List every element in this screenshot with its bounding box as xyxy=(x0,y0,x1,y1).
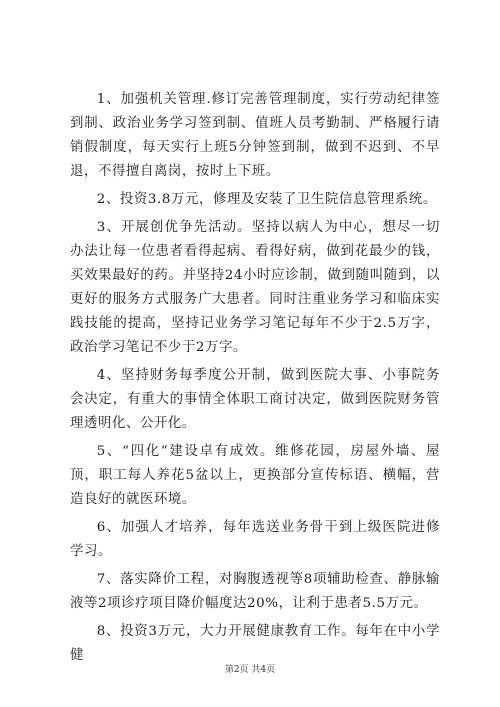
document-body xyxy=(70,88,440,672)
paragraph-2: 2、投资3.8万元，修理及安装了卫生院信息管理系统。 xyxy=(96,192,437,207)
paragraph-8: 8、投资3万元，大力开展健康教育工作。每年在中小学健 xyxy=(70,624,440,663)
paragraph-3: 3、开展创优争先活动。坚持以病人为中心，想尽一切办法让每一位患者看得起病、看得好病，做到花最少的钱，买效果最好的药。并坚持24小时应诊制，做到随叫随到，以更好的服务方式服务广大患者。同时注重业务学习和临床实践技能的提高，坚持记业务学习笔记每年不少于2.5万字，政治学习笔记不少于2万字。 xyxy=(70,220,440,355)
page-footer: 第2页 共4页 xyxy=(224,665,276,675)
paragraph-4: 4、坚持财务每季度公开制，做到医院大事、小事院务会决定，有重大的事情全体职工商讨决定，做到医院财务管理透明化、公开化。 xyxy=(70,368,440,431)
paragraph-1: 1、加强机关管理.修订完善管理制度，实行劳动纪律签到制、政治业务学习签到制、值班人员考勤制、严格履行请销假制度，每天实行上班5分钟签到制，做到不迟到、不早退，不得擅自离岗，按时上下班。 xyxy=(70,92,440,179)
paragraph-6: 6、加强人才培养，每年选送业务骨干到上级医院进修学习。 xyxy=(70,520,440,559)
paragraph-5: 5、“四化”建设卓有成效。维修花园，房屋外墙、屋顶，职工每人养花5盆以上，更换部分宣传标语、横幅，营造良好的就医环境。 xyxy=(70,444,440,507)
paragraph-7: 7、落实降价工程，对胸腹透视等8项辅助检查、静脉输液等2项诊疗项目降价幅度达20%，让利于患者5.5万元。 xyxy=(70,572,440,611)
